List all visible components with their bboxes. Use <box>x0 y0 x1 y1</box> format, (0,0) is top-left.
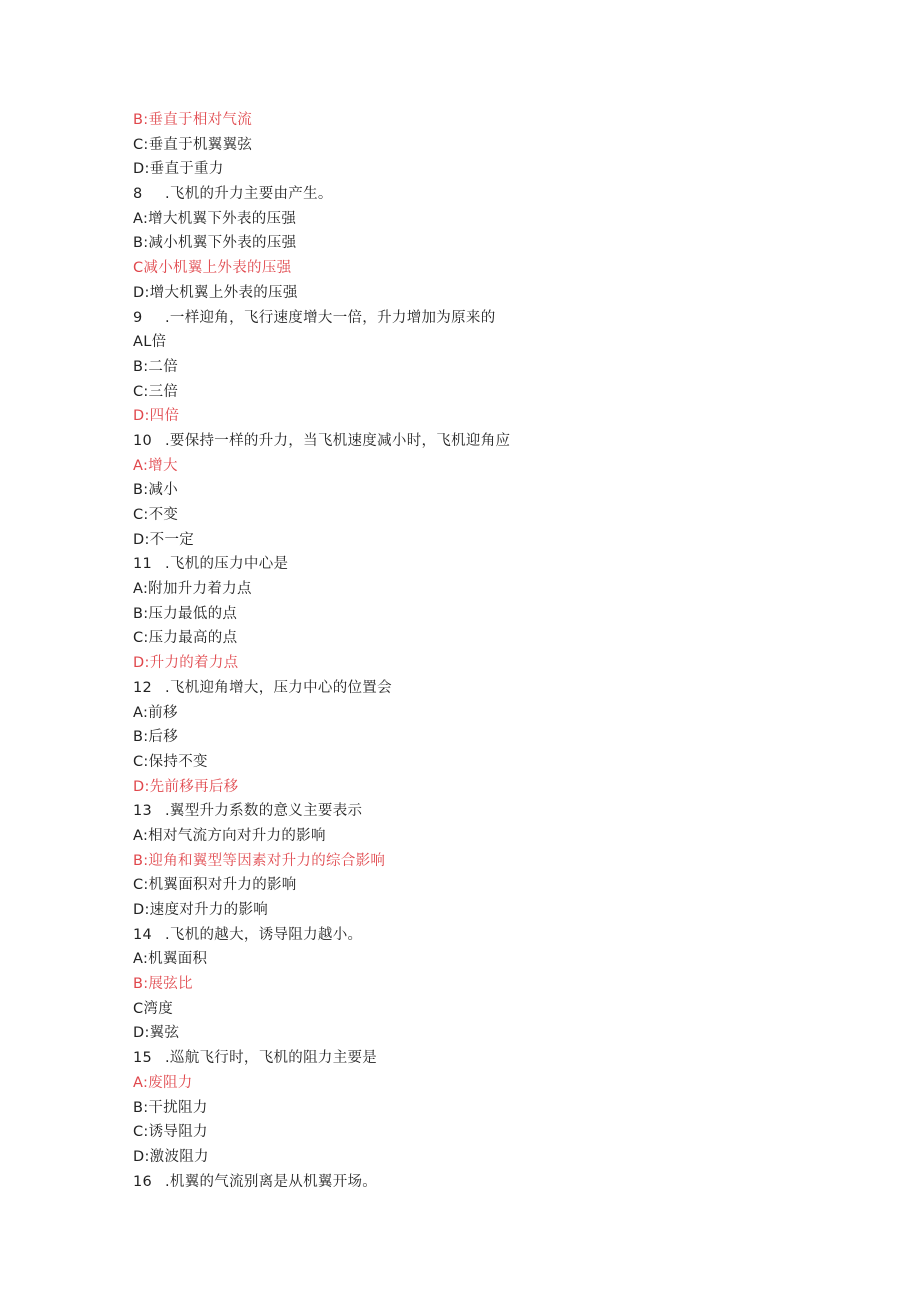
question-text: .要保持一样的升力，当飞机速度减小时，飞机迎角应 <box>165 432 511 449</box>
option-line: C:垂直于机翼翼弦 <box>133 136 253 153</box>
question-number: 8 <box>133 186 143 203</box>
option-line: D:翼弦 <box>133 1025 180 1042</box>
question-line <box>133 676 833 701</box>
quiz-content <box>133 108 833 1194</box>
question-text: .飞机迎角增大，压力中心的位置会 <box>165 679 392 696</box>
question-text: .翼型升力系数的意义主要表示 <box>165 803 363 820</box>
question-number: 13 <box>133 803 153 820</box>
question-text: .飞机的压力中心是 <box>165 556 289 573</box>
question-line <box>133 429 833 454</box>
option-line: B:后移 <box>133 729 179 746</box>
correct-option-line: C减小机翼上外表的压强 <box>133 260 292 277</box>
option-line: C:机翼面积对升力的影响 <box>133 877 297 894</box>
option-line: AL倍 <box>133 334 167 351</box>
question-text: .一样迎角，飞行速度增大一倍，升力增加为原来的 <box>165 309 496 326</box>
question-line <box>133 923 833 948</box>
correct-option-line: A:增大 <box>133 457 178 474</box>
option-line: D:不一定 <box>133 531 195 548</box>
question-line <box>133 1170 833 1195</box>
option-line: C:压力最高的点 <box>133 630 238 647</box>
correct-option-line: D:升力的着力点 <box>133 655 239 672</box>
option-line: A:前移 <box>133 704 178 721</box>
correct-option-line: D:先前移再后移 <box>133 778 239 795</box>
question-line <box>133 1046 833 1071</box>
option-line: D:垂直于重力 <box>133 161 224 178</box>
question-number: 16 <box>133 1173 153 1190</box>
option-line: B:减小机翼下外表的压强 <box>133 235 297 252</box>
question-number: 11 <box>133 556 153 573</box>
option-line: C:保持不变 <box>133 753 208 770</box>
option-line: B:二倍 <box>133 358 179 375</box>
question-text: .飞机的越大，诱导阻力越小。 <box>165 926 363 943</box>
question-line <box>133 306 833 331</box>
question-number: 10 <box>133 432 153 449</box>
question-number: 9 <box>133 309 143 326</box>
question-number: 12 <box>133 679 153 696</box>
question-text: .机翼的气流别离是从机翼开场。 <box>165 1173 378 1190</box>
option-line: C:不变 <box>133 507 179 523</box>
question-line <box>133 552 833 577</box>
option-line: B:干扰阻力 <box>133 1099 208 1116</box>
correct-option-line: D:四倍 <box>133 408 180 425</box>
option-line: D:激波阻力 <box>133 1148 209 1165</box>
correct-option-line: B:迎角和翼型等因素对升力的综合影响 <box>133 852 386 869</box>
question-line <box>133 182 833 207</box>
correct-option-line: A:废阻力 <box>133 1074 193 1091</box>
option-line: A:附加升力着力点 <box>133 581 252 598</box>
question-number: 15 <box>133 1050 153 1067</box>
question-text: .巡航飞行时，飞机的阻力主要是 <box>165 1050 378 1067</box>
question-line <box>133 799 833 824</box>
option-line: C:诱导阻力 <box>133 1124 208 1141</box>
correct-option-line: B:垂直于相对气流 <box>133 112 253 128</box>
option-line: A:相对气流方向对升力的影响 <box>133 827 326 844</box>
option-line: D:速度对升力的影响 <box>133 902 269 918</box>
option-line: A:增大机翼下外表的压强 <box>133 210 297 227</box>
option-line: A:机翼面积 <box>133 951 208 968</box>
option-line: B:压力最低的点 <box>133 605 238 622</box>
correct-option-line: B:展弦比 <box>133 976 193 993</box>
option-line: C湾度 <box>133 1000 174 1017</box>
option-line: B:减小 <box>133 482 179 499</box>
option-line: C:三倍 <box>133 383 179 400</box>
question-text: .飞机的升力主要由产生。 <box>165 186 333 203</box>
option-line: D:增大机翼上外表的压强 <box>133 284 298 301</box>
question-number: 14 <box>133 926 153 943</box>
